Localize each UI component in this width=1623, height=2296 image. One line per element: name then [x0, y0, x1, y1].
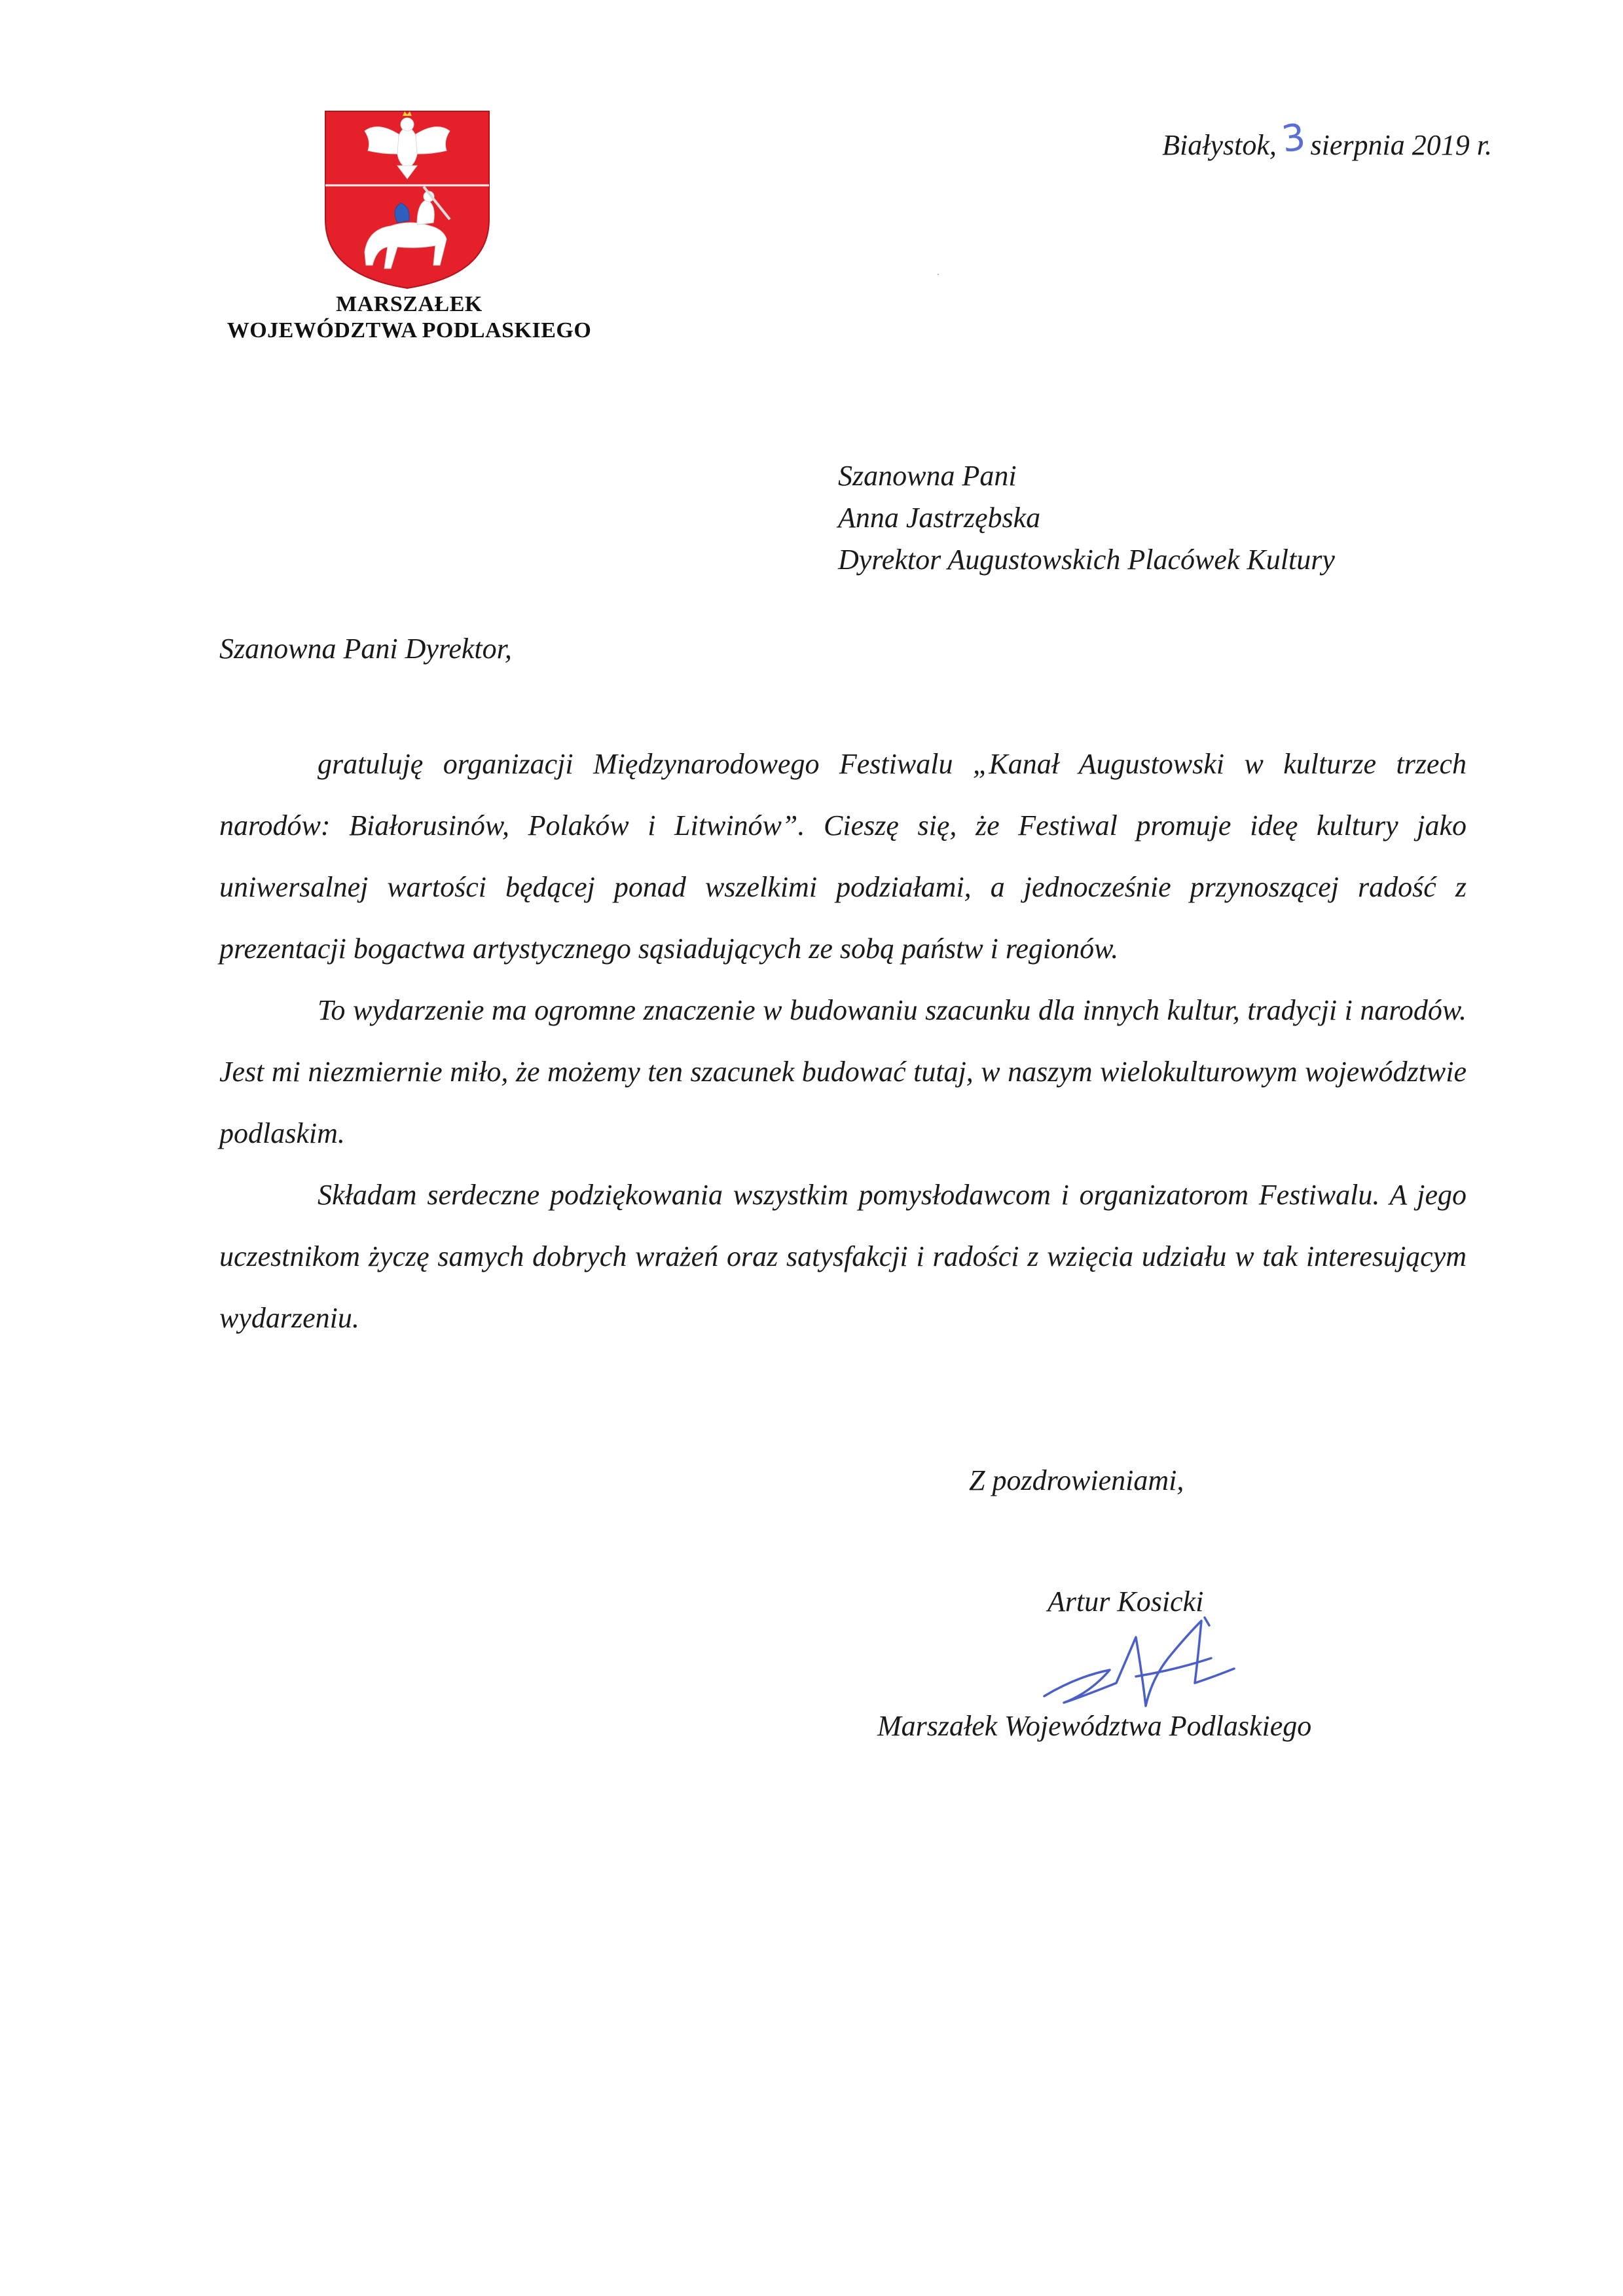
addressee-line-2: Anna Jastrzębska [838, 502, 1041, 534]
institution-name [157, 291, 661, 344]
date-rest: sierpnia 2019 r. [1310, 129, 1492, 161]
letter-body [219, 733, 1467, 1349]
addressee-block [838, 455, 1335, 581]
date-place: Białystok, [1162, 129, 1277, 161]
body-paragraph-2: To wydarzenie ma ogromne znaczenie w budowaniu szacunku dla innych kultur, tradycji i narodów. Jest mi niezmiernie miło, że możemy ten szacunek budować tutaj, w naszym wielokulturowym województwie podlaskim. [219, 994, 1467, 1149]
coat-of-arms-icon [319, 108, 496, 291]
addressee-line-3: Dyrektor Augustowskich Placówek Kultury [838, 544, 1335, 576]
institution-line-2: WOJEWÓDZTWA PODLASKIEGO [227, 318, 592, 343]
institution-line-1: MARSZAŁEK [336, 292, 483, 316]
scan-artifact [938, 274, 939, 275]
salutation: Szanowna Pani Dyrektor, [219, 633, 512, 665]
body-paragraph-3: Składam serdeczne podziękowania wszystkim pomysłodawcom i organizatorom Festiwalu. A jego uczestnikom życzę samych dobrych wrażeń oraz satysfakcji i radości z wzięcia udziału w tak interesującym wydarzeniu. [219, 1179, 1467, 1334]
closing: Z pozdrowieniami, [969, 1464, 1184, 1496]
addressee-line-1: Szanowna Pani [838, 460, 1017, 492]
date-day-handwritten: 3 [1279, 115, 1308, 162]
body-paragraph-1: gratuluję organizacji Międzynarodowego Festiwalu „Kanał Augustowski w kulturze trzech narodów: Białorusinów, Polaków i Litwinów”. Cieszę się, że Festiwal promuje ideę kultury jako uniwersalnej wartości będącej ponad wszelkimi podziałami, a jednocześnie przynoszącej radość z prezentacji bogactwa artystycznego sąsiadujących ze sobą państw i regionów. [219, 748, 1467, 965]
date-line [1162, 115, 1492, 164]
signer-name: Artur Kosicki [1048, 1585, 1204, 1618]
handwritten-signature [1038, 1598, 1254, 1716]
signer-title: Marszałek Województwa Podlaskiego [877, 1710, 1312, 1742]
